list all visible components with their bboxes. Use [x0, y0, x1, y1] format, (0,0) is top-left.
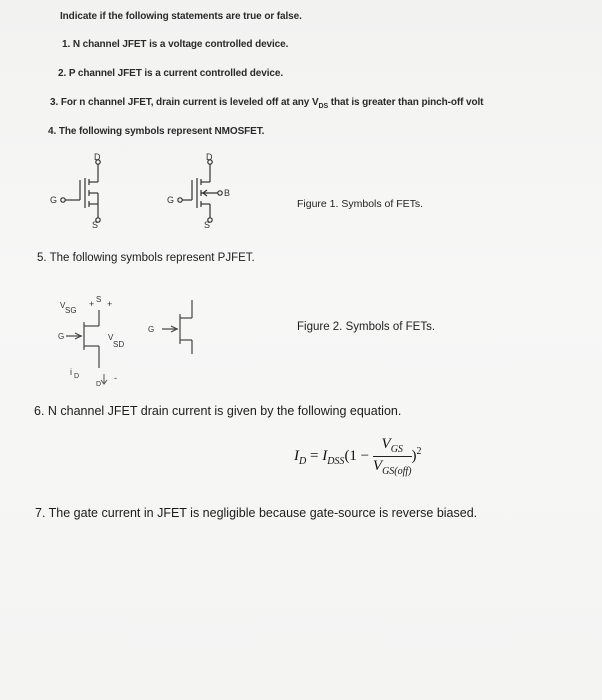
statement-3-tail: that is greater than pinch-off volt: [328, 97, 484, 108]
jfet-drain-current-equation: [294, 436, 422, 477]
statement-3: [50, 97, 483, 110]
fig2-vsd-v: V: [108, 333, 114, 342]
fig1-left-d: D: [94, 152, 101, 162]
statement-1: 1. N channel JFET is a voltage controlled device.: [62, 39, 289, 50]
eq-one-minus: (1 −: [344, 447, 370, 464]
fig2-vsg-sub: SG: [65, 306, 77, 315]
figure-1-symbols: [40, 152, 270, 232]
fig2-id-sub: D: [74, 373, 80, 380]
fig2-minus: -: [114, 373, 117, 383]
fig2-plus-left: +: [89, 299, 95, 309]
figure-2-symbols: [44, 288, 254, 388]
fig1-left-g: G: [50, 195, 58, 205]
eq-rhs-sub: DSS: [327, 455, 345, 467]
statement-5: 5. The following symbols represent PJFET.: [37, 252, 255, 264]
statement-3-head: 3. For n channel JFET, drain current is leveled off at any V: [50, 97, 319, 108]
statement-4: 4. The following symbols represent NMOSFET.: [48, 126, 265, 137]
fig2-id-i: i: [70, 367, 72, 377]
eq-fraction: [373, 436, 412, 477]
fig1-right-b: B: [224, 188, 231, 198]
figure-1-caption: Figure 1. Symbols of FETs.: [297, 198, 424, 210]
statement-3-subscript: DS: [318, 103, 329, 110]
instruction-text: Indicate if the following statements are true or false.: [60, 11, 302, 22]
fig1-right-s: S: [204, 220, 211, 230]
fig2-vsd-sub: SD: [113, 340, 125, 349]
fig2-d-label: D: [96, 381, 102, 388]
statement-6: 6. N channel JFET drain current is given by the following equation.: [34, 404, 402, 418]
statement-2: 2. P channel JFET is a current controlled device.: [58, 68, 283, 79]
eq-lhs: I: [294, 447, 299, 464]
eq-denominator: $V_{GS(off)}$: [372, 458, 412, 477]
eq-lhs-sub: D: [299, 455, 307, 467]
figure-2-caption: Figure 2. Symbols of FETs.: [297, 321, 436, 333]
eq-power: 2: [416, 445, 422, 457]
fig2-g-left: G: [58, 332, 65, 341]
eq-equals: =: [309, 447, 319, 464]
fig2-s-label: S: [96, 295, 102, 304]
fig1-left-s: S: [92, 220, 99, 230]
eq-numerator: $V_{GS}$: [373, 436, 412, 457]
fig2-plus-right: +: [107, 299, 113, 309]
fig2-g-right: G: [148, 325, 155, 334]
fig1-right-g: G: [167, 195, 175, 205]
statement-7: 7. The gate current in JFET is negligible because gate-source is reverse biased.: [35, 506, 478, 520]
fig1-right-d: D: [206, 152, 213, 162]
eq-rhs: I: [322, 447, 328, 464]
fig2-vsg-v: V: [60, 301, 66, 310]
eq-close: ): [411, 447, 417, 464]
